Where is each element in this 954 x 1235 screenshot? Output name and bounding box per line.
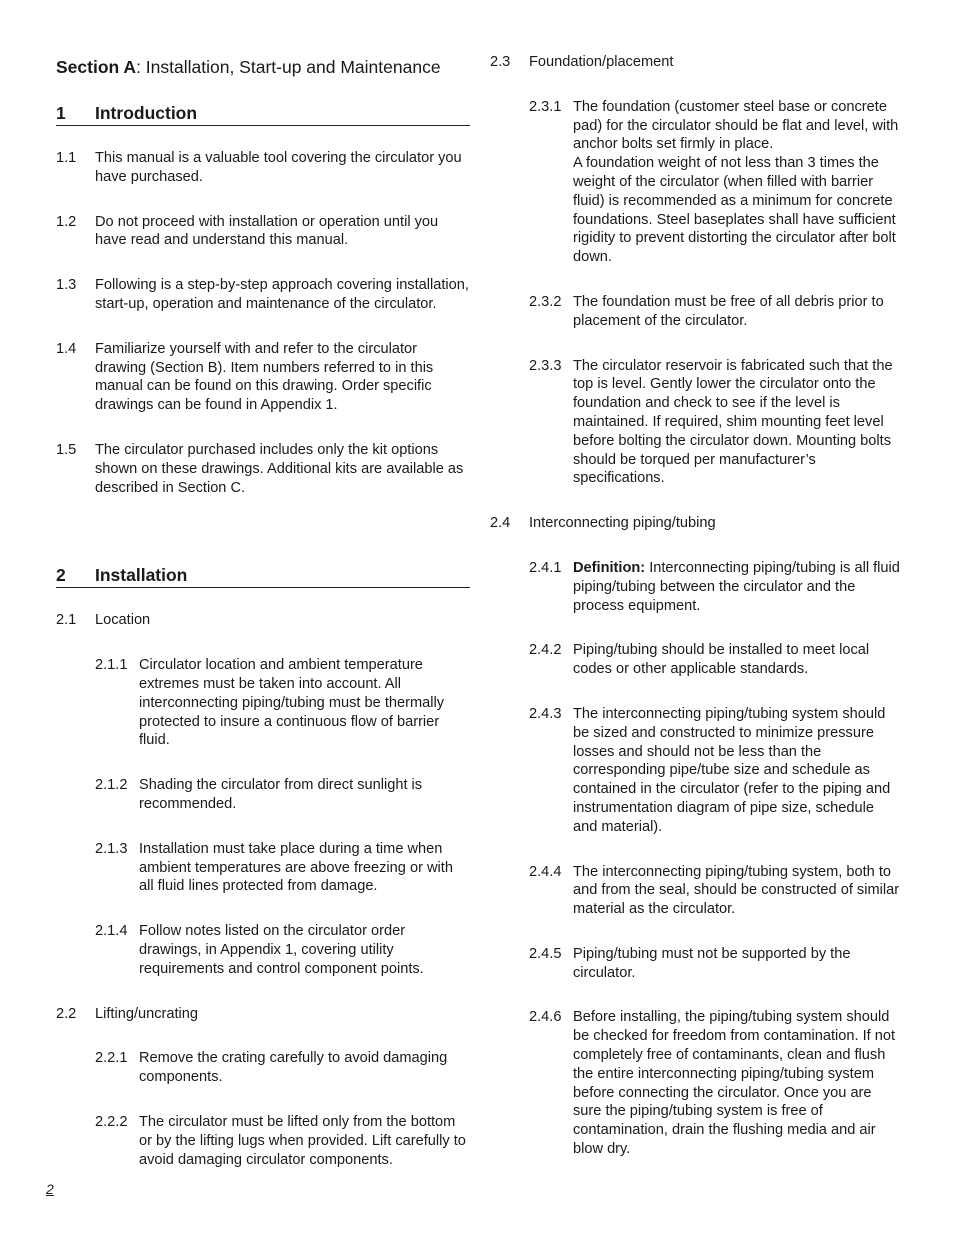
list-item [95, 656, 470, 750]
item-number: 2.3.3 [529, 357, 562, 374]
item-text: Piping/tubing must not be supported by the circulator. [573, 945, 851, 981]
list-item [529, 945, 900, 983]
definition-label: Definition: [573, 559, 646, 576]
item-number: 2.1.3 [95, 840, 128, 857]
item-number: 2.1.4 [95, 923, 128, 940]
section-title: : Installation, Start-up and Maintenance [136, 57, 441, 77]
item-text [573, 559, 900, 615]
heading-number: 1 [56, 103, 66, 123]
list-item [56, 441, 470, 497]
list-item [95, 922, 470, 978]
list-item [95, 1113, 470, 1169]
item-text: Follow notes listed on the circulator order drawings, in Appendix 1, covering utility requirements and control component points. [139, 923, 424, 977]
list-item [95, 1049, 470, 1087]
item-paragraph: The foundation (customer steel base or concrete pad) for the circulator should be flat and level, with anchor bolts set firmly in place. [573, 98, 899, 153]
item-text: The foundation must be free of all debris prior to placement of the circulator. [573, 293, 884, 329]
subsection-foundation [490, 53, 900, 72]
item-number: 2.2.1 [95, 1050, 128, 1067]
item-text: Piping/tubing should be installed to meet local codes or other applicable standards. [573, 642, 870, 678]
item-number: 1.4 [56, 340, 77, 357]
item-text [573, 98, 900, 267]
item-number: 1.2 [56, 213, 77, 230]
section-header [56, 56, 470, 80]
item-number: 1.3 [56, 277, 77, 294]
item-number: 2.3.1 [529, 98, 562, 115]
list-item [529, 98, 900, 267]
list-item [529, 705, 900, 837]
item-number: 1.5 [56, 441, 77, 458]
item-number: 2.3 [490, 54, 511, 70]
heading-title: Installation [95, 565, 188, 586]
list-item [95, 776, 470, 814]
item-text: The interconnecting piping/tubing system, both to and from the seal, should be constructed of similar material as the circulator. [573, 863, 900, 918]
list-item [529, 293, 900, 331]
item-text: The circulator purchased includes only the kit options shown on these drawings. Additional kits are available as described in Section C. [95, 441, 464, 496]
heading-installation [56, 564, 470, 588]
list-item [56, 149, 470, 187]
page-number: 2 [46, 1181, 54, 1197]
item-number: 2.4.4 [529, 863, 562, 880]
item-text: Before installing, the piping/tubing system should be checked for freedom from contamination. If not completely free of contaminants, clean and flush the entire interconnecting piping/tubing system before connecting the circulator. Once you are sure the piping/tubing system is free of contamination, drain the flushing media and air blow dry. [573, 1009, 896, 1158]
heading-number: 2 [56, 565, 66, 586]
item-number: 2.3.2 [529, 293, 562, 310]
item-text: The circulator must be lifted only from the bottom or by the lifting lugs when provided. Lift carefully to avoid damaging circulator components. [139, 1113, 466, 1168]
item-number: 2.2.2 [95, 1113, 128, 1130]
item-text: Familiarize yourself with and refer to the circulator drawing (Section B). Item numbers referred to in this manual can be found on this drawing. Order specific drawings can be found in Appendix 1. [95, 340, 434, 414]
left-column [56, 56, 470, 1169]
item-text: Installation must take place during a time when ambient temperatures are above freezing or with all fluid lines protected from damage. [139, 840, 453, 895]
item-number: 2.1 [56, 612, 77, 629]
item-number: 1.1 [56, 150, 77, 166]
item-number: 2.4 [490, 515, 511, 532]
list-item [56, 340, 470, 415]
item-number: 2.4.3 [529, 705, 562, 722]
definition-text: Interconnecting piping/tubing is all fluid piping/tubing between the circulator and the process equipment. [573, 559, 900, 614]
item-text: Following is a step-by-step approach covering installation, start-up, operation and maintenance of the circulator. [95, 277, 469, 312]
item-text: This manual is a valuable tool covering the circulator you have purchased. [95, 150, 462, 185]
item-text: Do not proceed with installation or operation until you have read and understand this manual. [95, 213, 439, 249]
list-item [529, 641, 900, 679]
item-number: 2.2 [56, 1005, 77, 1022]
section-label: Section A [56, 57, 137, 77]
subsection-title: Location [95, 612, 151, 629]
item-number: 2.4.1 [529, 559, 562, 576]
item-text: Circulator location and ambient temperature extremes must be taken into account. All interconnecting piping/tubing must be thermally protected to insure a continuous flow of barrier fluid. [139, 657, 445, 749]
right-column [490, 53, 900, 1159]
subsection-lifting [56, 1005, 470, 1024]
list-item [529, 357, 900, 489]
item-number: 2.1.1 [95, 657, 128, 674]
subsection-title: Interconnecting piping/tubing [529, 515, 716, 532]
list-item [529, 863, 900, 919]
subsection-title: Lifting/uncrating [95, 1005, 199, 1022]
item-number: 2.4.5 [529, 945, 562, 962]
item-text: The circulator reservoir is fabricated such that the top is level. Gently lower the circulator onto the foundation and check to see if the level is maintained. If required, shim mounting feet level before bolting the circulator down. Mounting bolts should be torqued per manufacturer’s specifications. [573, 357, 893, 487]
list-item [56, 276, 470, 314]
list-item [95, 840, 470, 896]
item-text: Shading the circulator from direct sunlight is recommended. [139, 777, 423, 812]
item-text: The interconnecting piping/tubing system should be sized and constructed to minimize pressure losses and should not be less than the corresponding pipe/tube size and schedule as contained in the circulator (refer to the piping and instrumentation diagram of pipe size, schedule and material). [573, 705, 891, 835]
list-item [529, 1008, 900, 1158]
heading-introduction [56, 102, 470, 126]
subsection-title: Foundation/placement [529, 54, 674, 70]
list-item [529, 559, 900, 615]
heading-title: Introduction [95, 103, 198, 123]
item-text: Remove the crating carefully to avoid damaging components. [139, 1050, 448, 1086]
item-number: 2.4.2 [529, 642, 562, 659]
item-paragraph: A foundation weight of not less than 3 times the weight of the circulator (when filled with barrier fluid) is recommended as a minimum for concrete foundations. Steel baseplates shall have sufficient rigidity to prevent distorting the circulator after bolt down. [573, 155, 896, 266]
list-item [56, 213, 470, 251]
item-number: 2.1.2 [95, 777, 128, 794]
subsection-piping [490, 514, 900, 533]
subsection-location [56, 611, 470, 630]
item-number: 2.4.6 [529, 1009, 562, 1026]
